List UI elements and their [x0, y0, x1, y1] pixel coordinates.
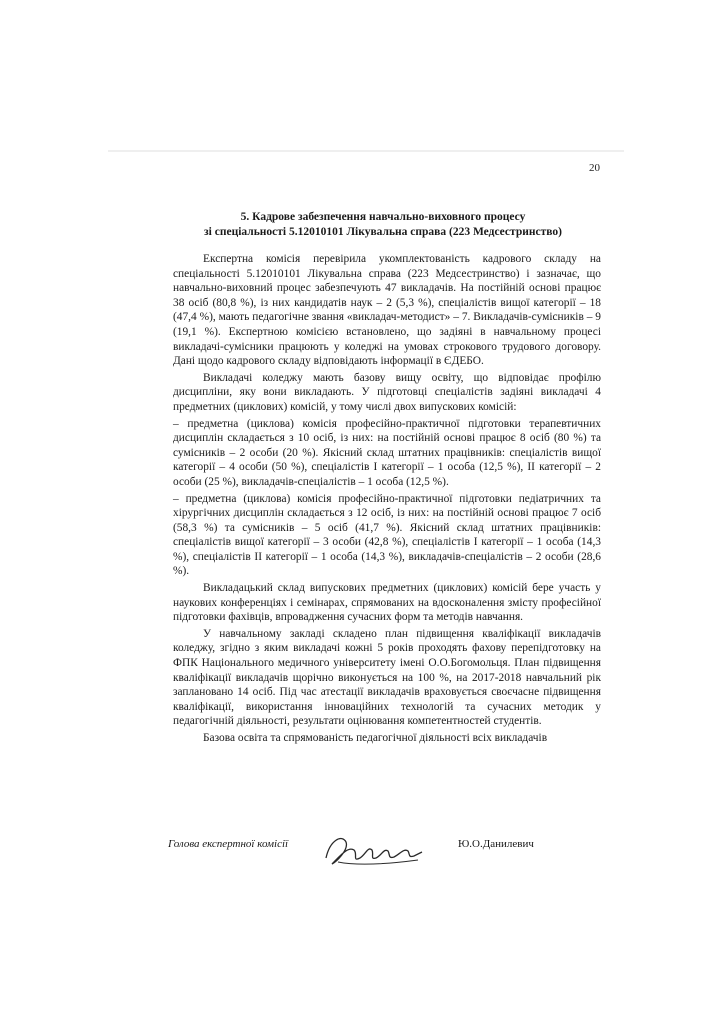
- paragraph: Базова освіта та спрямованість педагогічної діяльності всіх викладачів: [203, 732, 548, 744]
- list-item: – предметна (циклова) комісія професійно-практичної підготовки педіатричних та хірургічних дисциплін складається з 12 осіб, із них: на постійній основі працює 7 осіб (58,3 %) та сумісників – 5 осіб (41,7 %). Якісний склад штатних працівників: спеціалістів вищої категорії – 3 особи (42,8 %), спеціалістів I категорії – 1 особа (14,3 %), спеціалістів II категорії – 1 особа (14,3 %), викладачів-спеціалістів – 2 особи (28,6 %).: [173, 492, 601, 578]
- heading-line-1: 5. Кадрове забезпечення навчально-виховного процесу: [240, 211, 526, 223]
- paragraph: У навчальному закладі складено план підвищення кваліфікації викладачів коледжу, згідно з яким викладачі кожні 5 років проходять фахову перепідготовку на ФПК Національного медичного університету імені О.О.Богомольця. План підвищення кваліфікації викладачів щорічно виконується на 100 %, на 2017-2018 навчальний рік заплановано 14 осіб. Під час атестації викладачів враховується своєчасне підвищення кваліфікації, використання інноваційних технологій та сучасних методик у педагогічній діяльності, результати оцінювання компетентностей студентів.: [173, 627, 601, 728]
- heading-line-2: зі спеціальності 5.12010101 Лікувальна справа (223 Медсестринство): [204, 226, 562, 238]
- list-item: – предметна (циклова) комісія професійно-практичної підготовки терапевтичних дисциплін складається з 10 осіб, із них: на постійній основі працює 8 осіб (80 %) та сумісників – 2 особи (20 %). Якісний склад штатних працівників: спеціалістів вищої категорії – 4 особи (50 %), спеціалістів I категорії – 1 особа (12,5 %), II категорії – 2 особи (25 %), викладачів-спеціалістів – 1 особа (12,5 %).: [173, 417, 601, 488]
- handwritten-signature: [318, 828, 428, 870]
- paragraph: Викладачі коледжу мають базову вищу освіту, що відповідає профілю дисципліни, яку вони викладають. У підготовці спеціалістів задіяні викладачі 4 предметних (циклових) комісій, у тому числі двох випускових комісій:: [173, 371, 601, 413]
- signer-name: Ю.О.Данилевич: [458, 838, 534, 850]
- body-text: [173, 252, 601, 748]
- page-number: 20: [589, 162, 600, 174]
- paragraph: Викладацький склад випускових предметних (циклових) комісій бере участь у наукових конференціях і семінарах, спрямованих на вдосконалення змісту професійної підготовки фахівців, впровадження сучасних форм та методів навчання.: [173, 582, 601, 624]
- signature-block: [168, 836, 608, 876]
- paragraph: Експертна комісія перевірила укомплектованість кадрового складу на спеціальності 5.12010101 Лікувальна справа (223 Медсестринство) і зазначає, що навчально-виховний процес забезпечують 47 викладачів. На постійній основі працює 38 осіб (80,8 %), із них кандидатів наук – 2 (5,3 %), спеціалістів вищої категорії – 18 (47,4 %), мають педагогічне звання «викладач-методист» – 7. Викладачів-сумісників – 9 (19,1 %). Експертною комісією встановлено, що задіяні в навчальному процесі викладачі-сумісники працюють у коледжі на умовах строкового трудового договору. Дані щодо кадрового складу відповідають інформації в ЄДЕБО.: [173, 253, 601, 368]
- section-heading: [168, 210, 598, 240]
- signer-role: Голова експертної комісії: [168, 838, 289, 850]
- document-page: [108, 150, 624, 882]
